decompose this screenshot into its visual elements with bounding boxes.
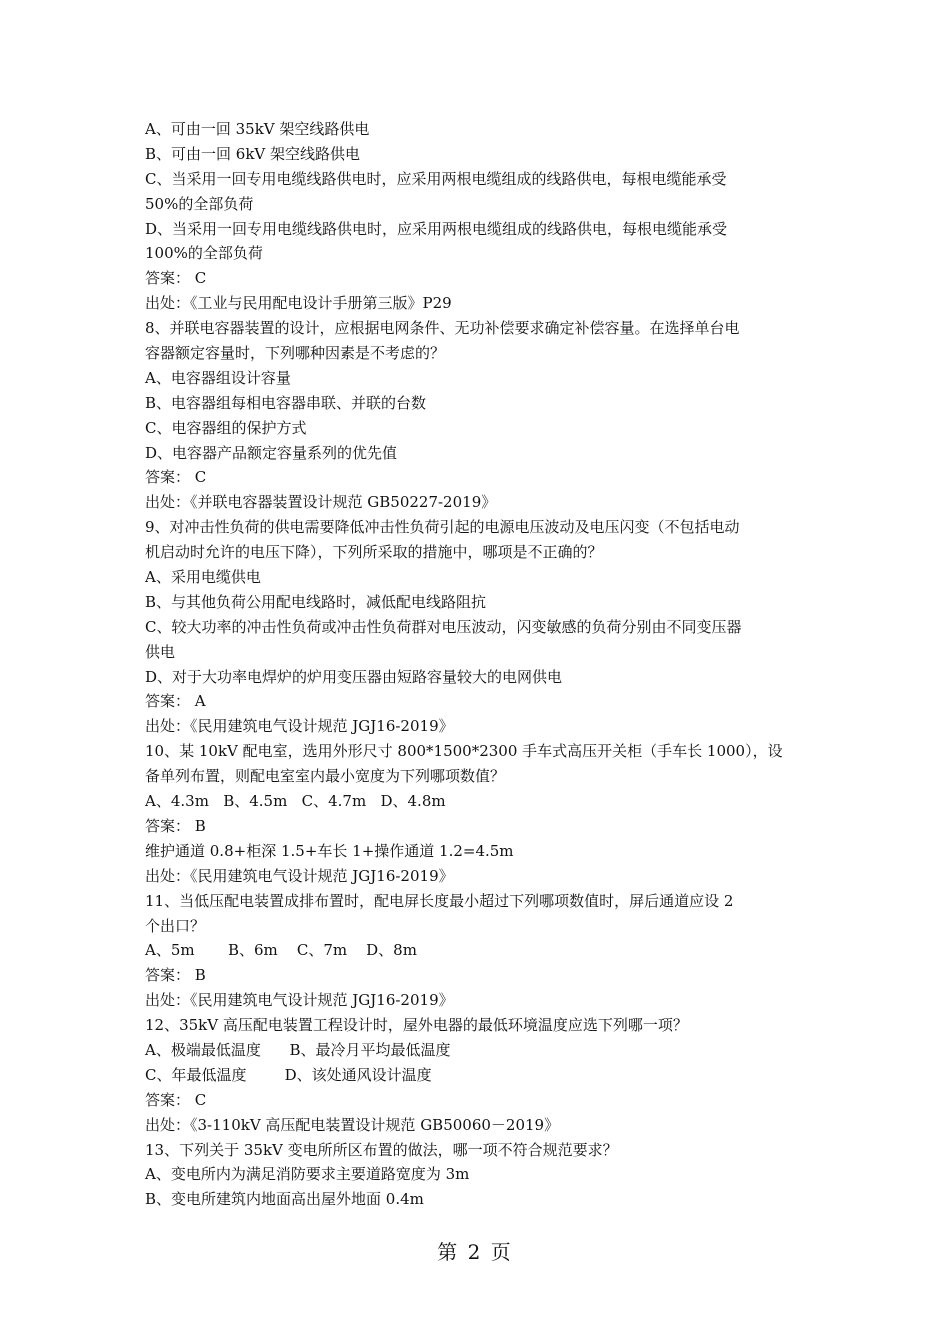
question-line: 机启动时允许的电压下降），下列所采取的措施中，哪项是不正确的？ [145,543,603,562]
option-line: A、5m B、6m C、7m D、8m [145,941,417,960]
question-line: 13、下列关于 35kV 变电所所区布置的做法，哪一项不符合规范要求？ [145,1140,618,1159]
question-line: 10、某 10kV 配电室，选用外形尺寸 800*1500*2300 手车式高压开关柜（手车长 1000），设 [145,742,783,761]
source-line: 出处：《3-110kV 高压配电装置设计规范 GB50060－2019》 [145,1115,560,1134]
answer-line: 答案： B [145,816,206,835]
explanation-line: 维护通道 0.8+柜深 1.5+车长 1+操作通道 1.2=4.5m [145,841,514,860]
option-line: D、电容器产品额定容量系列的优先值 [145,443,398,462]
answer-line: 答案： C [145,468,207,487]
source-line: 出处：《民用建筑电气设计规范 JGJ16-2019》 [145,866,454,885]
text-line: 50%的全部负荷 [145,194,254,213]
option-line: C、较大功率的冲击性负荷或冲击性负荷群对电压波动，闪变敏感的负荷分别由不同变压器 [145,617,742,636]
question-line: 8、并联电容器装置的设计，应根据电网条件、无功补偿要求确定补偿容量。在选择单台电 [145,319,740,338]
text-line: D、当采用一回专用电缆线路供电时，应采用两根电缆组成的线路供电，每根电缆能承受 [145,219,728,238]
text-line: 100%的全部负荷 [145,244,263,263]
question-line: 9、对冲击性负荷的供电需要降低冲击性负荷引起的电源电压波动及电压闪变（不包括电动 [145,518,740,537]
answer-line: 答案： A [145,692,206,711]
question-line: 个出口？ [145,916,206,935]
text-line: B、可由一回 6kV 架空线路供电 [145,144,361,163]
option-line: B、与其他负荷公用配电线路时，减低配电线路阻抗 [145,592,487,611]
option-line: A、变电所内为满足消防要求主要道路宽度为 3m [145,1165,470,1184]
answer-line: 答案： C [145,269,207,288]
question-line: 12、35kV 高压配电装置工程设计时，屋外电器的最低环境温度应选下列哪一项？ [145,1016,688,1035]
question-line: 备单列布置，则配电室室内最小宽度为下列哪项数值？ [145,767,506,786]
option-line: A、采用电缆供电 [145,568,261,587]
document-body [145,117,825,1212]
option-line: B、电容器组每相电容器串联、并联的台数 [145,393,427,412]
question-line: 11、当低压配电装置成排布置时，配电屏长度最小超过下列哪项数值时，屏后通道应设 2 [145,891,734,910]
source-line: 出处：《工业与民用配电设计手册第三版》P29 [145,294,452,313]
answer-line: 答案： B [145,966,206,985]
option-line: C、电容器组的保护方式 [145,418,307,437]
source-line: 出处：《民用建筑电气设计规范 JGJ16-2019》 [145,991,454,1010]
source-line: 出处：《并联电容器装置设计规范 GB50227-2019》 [145,493,497,512]
option-line: 供电 [145,642,176,661]
option-line: A、4.3m B、4.5m C、4.7m D、4.8m [145,792,446,811]
text-line: C、当采用一回专用电缆线路供电时，应采用两根电缆组成的线路供电，每根电缆能承受 [145,169,727,188]
source-line: 出处：《民用建筑电气设计规范 JGJ16-2019》 [145,717,454,736]
question-line: 容器额定容量时，下列哪种因素是不考虑的？ [145,344,446,363]
option-line: B、变电所建筑内地面高出屋外地面 0.4m [145,1190,424,1209]
text-line: A、可由一回 35kV 架空线路供电 [145,120,370,138]
page-number: 第 2 页 [437,1240,513,1264]
option-line: C、年最低温度 D、该处通风设计温度 [145,1065,432,1084]
option-line: A、电容器组设计容量 [145,368,291,387]
answer-line: 答案： C [145,1090,207,1109]
option-line: A、极端最低温度 B、最冷月平均最低温度 [145,1040,451,1059]
option-line: D、对于大功率电焊炉的炉用变压器由短路容量较大的电网供电 [145,667,563,686]
